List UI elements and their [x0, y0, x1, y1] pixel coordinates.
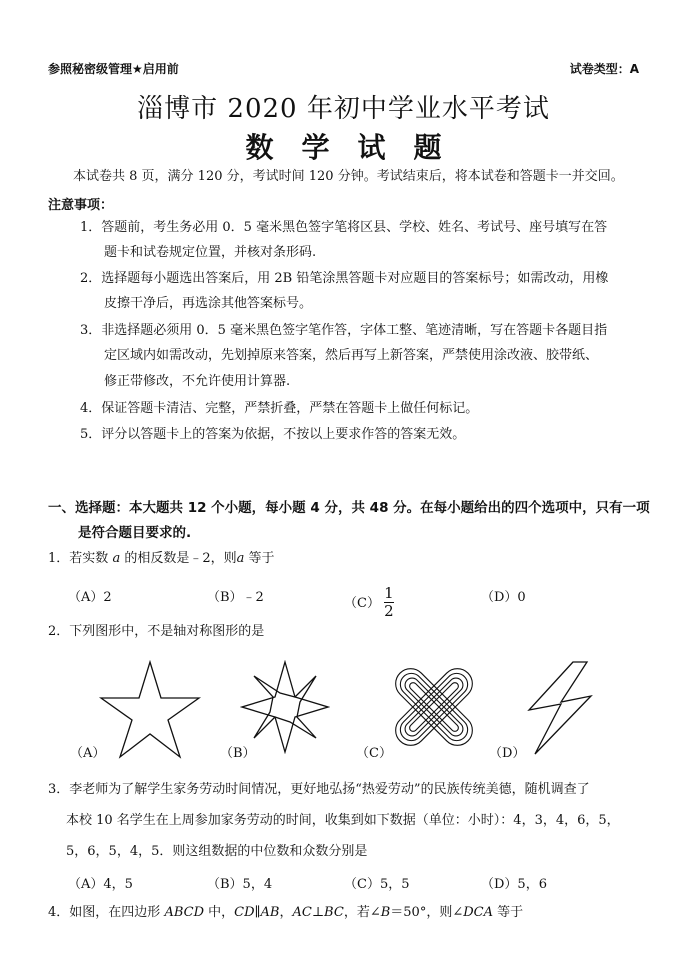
- notice-item-5: [80, 426, 465, 444]
- option-a: （A）4，5: [68, 877, 133, 892]
- q3-line: 李老师为了解学生家务劳动时间情况，更好地弘扬“热爱劳动”的民族传统美德，随机调查了: [69, 782, 590, 797]
- option-a: （A）2: [68, 590, 112, 605]
- notice-line: 非选择题必须用 0．5 毫米黑色签字笔作答，字体工整、笔迹清晰，写在答题卡各题目指: [101, 323, 608, 338]
- option-b: （B）5，4: [207, 877, 273, 892]
- question-num: 2．: [48, 624, 70, 639]
- q4-text: ，: [279, 905, 293, 920]
- notice-item-2: [80, 270, 608, 288]
- option-d: （D）0: [481, 590, 526, 605]
- confidential-note: 参照秘密级管理★启用前: [48, 62, 179, 76]
- notice-num: 5．: [80, 427, 102, 442]
- figure-interlocked-loops: [383, 658, 485, 756]
- q1-text: 若实数: [69, 551, 109, 566]
- figure-label-a: （A）: [70, 746, 106, 761]
- question-num: 4．: [48, 905, 70, 920]
- question-3: [48, 781, 590, 799]
- q4-text: 中，: [208, 905, 235, 920]
- notice-line: 修正带修改，不允许使用计算器.: [104, 374, 291, 389]
- figure-lightning-bolt: [525, 660, 595, 756]
- section-heading: 一、选择题：本大题共 12 个小题，每小题 4 分，共 48 分。在每小题给出的四个选项中，只有一项: [48, 500, 650, 516]
- q4-text: 如图，在四边形: [69, 905, 161, 920]
- figure-label-b: （B）: [220, 746, 256, 761]
- option-d: （D）5，6: [481, 877, 547, 892]
- figure-compass-star: [240, 660, 330, 754]
- angle-b: B: [380, 905, 391, 920]
- figure-star: [98, 660, 202, 760]
- option-c-label: （C）: [344, 596, 380, 611]
- notice-num: 3．: [80, 323, 102, 338]
- q1-text: 的相反数是﹣2，则: [124, 551, 237, 566]
- fraction-denominator: 2: [384, 602, 394, 620]
- q4-text: ，若∠: [343, 905, 381, 920]
- figure-label-d: （D）: [489, 746, 526, 761]
- question-2: [48, 623, 264, 641]
- notice-item-3: [80, 322, 607, 340]
- notice-line: 保证答题卡清洁、完整，严禁折叠，严禁在答题卡上做任何标记。: [101, 401, 479, 416]
- section-heading-cont: 是符合题目要求的.: [78, 525, 192, 541]
- fraction: [384, 585, 394, 620]
- question-4: [48, 904, 523, 922]
- figure-label-c: （C）: [356, 746, 392, 761]
- notice-num: 4．: [80, 401, 102, 416]
- quad-name: ABCD: [164, 905, 204, 920]
- notice-title: 注意事项：: [48, 198, 114, 213]
- var-a: a: [112, 551, 121, 566]
- q3-line: 5，6，5，4，5．则这组数据的中位数和众数分别是: [66, 844, 368, 859]
- notice-line: 评分以答题卡上的答案为依据，不按以上要求作答的答案无效。: [101, 427, 466, 442]
- question-num: 3．: [48, 782, 70, 797]
- exam-title: 淄博市 2020 年初中学业水平考试: [137, 94, 550, 124]
- notice-item-1: [80, 219, 607, 237]
- q1-text: 等于: [248, 551, 275, 566]
- option-c: （C）5，5: [344, 877, 410, 892]
- q4-text: ＝50°，则∠: [390, 905, 464, 920]
- q2-text: 下列图形中，不是轴对称图形的是: [69, 624, 265, 639]
- notice-line: 定区域内如需改动，先划掉原来答案，然后再写上新答案，严禁使用涂改液、胶带纸、: [104, 348, 599, 363]
- notice-line: 选择题每小题选出答案后，用 2B 铅笔涂黑答题卡对应题目的答案标号；如需改动，用橡: [101, 271, 609, 286]
- condition: CD∥AB: [234, 905, 280, 920]
- notice-item-4: [80, 400, 478, 418]
- paper-type: 试卷类型：A: [569, 62, 639, 76]
- option-b: （B）﹣2: [207, 590, 264, 605]
- notice-num: 2．: [80, 271, 102, 286]
- question-num: 1．: [48, 551, 70, 566]
- condition: AC⊥BC: [292, 905, 344, 920]
- intro-text: 本试卷共 8 页，满分 120 分，考试时间 120 分钟。考试结束后，将本试卷和答题卡一并交回。: [73, 169, 624, 184]
- notice-line: 题卡和试卷规定位置，并核对条形码.: [104, 245, 317, 260]
- q3-line: 本校 10 名学生在上周参加家务劳动的时间，收集到如下数据（单位：小时）：4，3，4，6，5，: [66, 813, 620, 828]
- fraction-numerator: 1: [384, 584, 394, 602]
- angle-dca: DCA: [463, 905, 493, 920]
- var-a: a: [236, 551, 245, 566]
- option-c: [344, 586, 394, 621]
- notice-line: 皮擦干净后，再选涂其他答案标号。: [104, 296, 313, 311]
- q4-text: 等于: [497, 905, 524, 920]
- subject-title: 数学试题: [245, 131, 470, 164]
- question-1: [48, 550, 275, 568]
- notice-line: 答题前，考生务必用 0．5 毫米黑色签字笔将区县、学校、姓名、考试号、座号填写在答: [101, 220, 608, 235]
- notice-num: 1．: [80, 220, 102, 235]
